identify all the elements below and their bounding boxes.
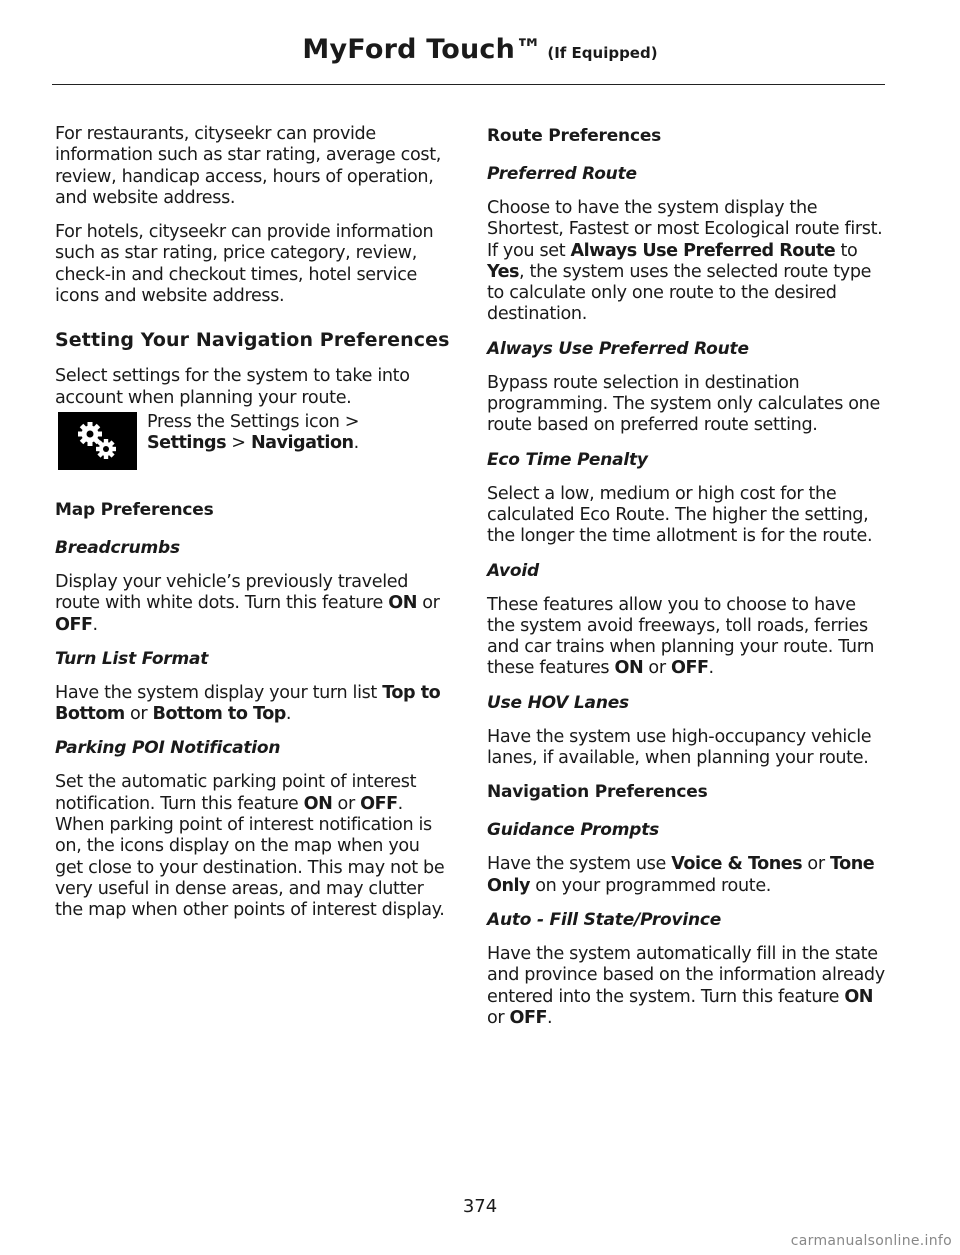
route-preferences-heading: Route Preferences [487, 126, 662, 146]
page-subtitle: (If Equipped) [547, 44, 658, 62]
autofill-paragraph: Have the system automatically fill in the state and province based on the information already entered into the system. Turn this feature ON or OFF. [487, 943, 885, 1028]
parking-poi-paragraph: Set the automatic parking point of interest notification. Turn this feature ON or OFF. When parking point of interest notification is on, the icons display on the map when you get close to your destination. This may not be very useful in dense areas, and may clutter the map when other points of interest display. [55, 772, 445, 921]
turn-list-heading: Turn List Format [55, 648, 209, 669]
breadcrumbs-heading: Breadcrumbs [55, 537, 180, 558]
autofill-heading: Auto - Fill State/Province [487, 909, 722, 930]
always-preferred-paragraph: Bypass route selection in destination programming. The system only calculates one route based on preferred route setting. [487, 372, 880, 436]
always-preferred-heading: Always Use Preferred Route [487, 338, 749, 359]
hov-heading: Use HOV Lanes [487, 692, 629, 713]
gears-icon [58, 412, 137, 470]
preferred-route-paragraph: Choose to have the system display the Shortest, Fastest or most Ecological route first. If you set Always Use Preferred Route to Yes, the system uses the selected route type to calculate only one route to the desired destination. [487, 198, 883, 325]
navigation-preferences-heading: Navigation Preferences [487, 782, 708, 803]
select-settings-paragraph: Select settings for the system to take into account when planning your route. [55, 366, 410, 408]
eco-penalty-paragraph: Select a low, medium or high cost for the calculated Eco Route. The higher the setting, the longer the time allotment is for the route. [487, 483, 873, 547]
eco-penalty-heading: Eco Time Penalty [487, 449, 648, 470]
navigation-label: Navigation [250, 433, 354, 454]
breadcrumbs-paragraph: Display your vehicle’s previously traveled route with white dots. Turn this feature ON or OFF. [55, 571, 440, 635]
settings-label: Settings [147, 433, 227, 454]
right-column [487, 124, 887, 1042]
restaurants-paragraph: For restaurants, cityseekr can provide information such as star rating, average cost, review, handicap access, hours of operation, and website address. [55, 124, 441, 208]
header-rule [52, 84, 885, 85]
avoid-heading: Avoid [487, 560, 539, 581]
settings-instruction-text: Press the Settings icon > Settings > Navigation. [147, 411, 360, 454]
watermark: carmanualsonline.info [790, 1233, 952, 1249]
avoid-paragraph: These features allow you to choose to have the system avoid freeways, toll roads, ferries and car trains when planning your route. Turn these features ON or OFF. [487, 594, 875, 679]
settings-instruction [55, 411, 451, 486]
preferred-route-heading: Preferred Route [487, 164, 637, 184]
page-title: MyFord Touch™ [302, 34, 543, 65]
turn-list-paragraph: Have the system display your turn list Top to Bottom or Bottom to Top. [55, 682, 441, 725]
setting-preferences-heading: Setting Your Navigation Preferences [55, 329, 450, 352]
guidance-prompts-heading: Guidance Prompts [487, 820, 660, 841]
hotels-paragraph: For hotels, cityseekr can provide information such as star rating, price category, review, check-in and checkout times, hotel service icons and website address. [55, 222, 434, 307]
left-column [55, 124, 451, 935]
page-number: 374 [462, 1196, 498, 1217]
map-preferences-heading: Map Preferences [55, 499, 214, 520]
page-header [0, 34, 960, 65]
guidance-prompts-paragraph: Have the system use Voice & Tones or Tone Only on your programmed route. [487, 854, 875, 896]
parking-poi-heading: Parking POI Notification [55, 738, 281, 759]
hov-paragraph: Have the system use high-occupancy vehicle lanes, if available, when planning your route. [487, 726, 872, 769]
